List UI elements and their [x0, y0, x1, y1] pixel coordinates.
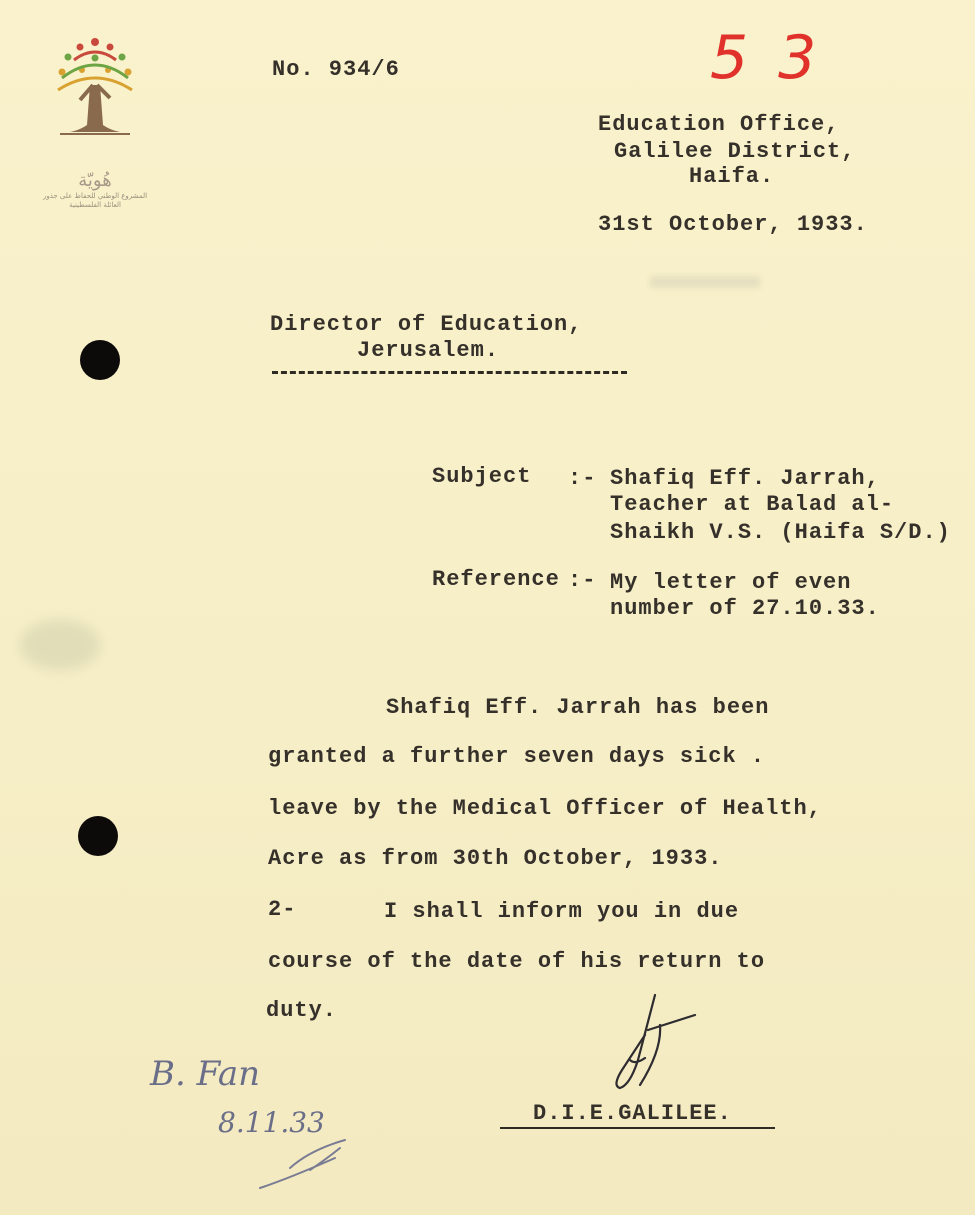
- recipient-line-1: Director of Education,: [270, 312, 583, 337]
- paragraph-2-number: 2-: [268, 897, 297, 922]
- reference-line-2: number of 27.10.33.: [610, 596, 880, 621]
- signature-title: D.I.E.GALILEE.: [533, 1101, 732, 1126]
- handwritten-annotation: [140, 1040, 380, 1200]
- letter-number: No. 934/6: [272, 57, 400, 82]
- page-number: 53: [710, 23, 847, 93]
- subject-line-1: Shafiq Eff. Jarrah,: [610, 466, 880, 491]
- annotation-line-2: 8.11.33: [218, 1106, 325, 1139]
- handwritten-signature: [600, 990, 710, 1100]
- paragraph-2-line-3: duty.: [266, 998, 338, 1023]
- sender-line-2: Galilee District,: [614, 139, 856, 164]
- signature-underline: [500, 1127, 775, 1129]
- sender-line-1: Education Office,: [598, 112, 840, 137]
- paragraph-2-line-1: I shall inform you in due: [384, 899, 740, 924]
- logo-subtitle: المشروع الوطني للحفاظ على جذور العائلة الفلسطينية: [42, 192, 148, 209]
- sender-line-3: Haifa.: [689, 164, 775, 189]
- punch-hole-top: [80, 340, 120, 380]
- page-number-mark: [700, 18, 860, 98]
- recipient-line-2: Jerusalem.: [357, 338, 500, 363]
- reference-separator: :-: [568, 568, 597, 593]
- letter-date: 31st October, 1933.: [598, 212, 868, 237]
- annotation-line-1: B. Fan: [150, 1054, 261, 1094]
- subject-line-3: Shaikh V.S. (Haifa S/D.): [610, 520, 951, 545]
- body-line-4: Acre as from 30th October, 1933.: [268, 846, 723, 871]
- body-line-2: granted a further seven days sick .: [268, 744, 766, 769]
- paper-smudge: [20, 620, 100, 670]
- punch-hole-bottom: [78, 816, 118, 856]
- body-line-1: Shafiq Eff. Jarrah has been: [386, 695, 770, 720]
- logo-caption: [40, 170, 150, 210]
- body-line-3: leave by the Medical Officer of Health,: [268, 796, 822, 821]
- reference-line-1: My letter of even: [610, 570, 852, 595]
- paragraph-2-line-2: course of the date of his return to: [268, 949, 766, 974]
- subject-line-2: Teacher at Balad al-: [610, 492, 895, 517]
- recipient-underline: [272, 371, 627, 374]
- logo-wordmark: هُويّة: [78, 170, 112, 191]
- faint-stamp: [650, 276, 760, 288]
- subject-separator: :-: [568, 466, 597, 491]
- subject-label: Subject: [432, 464, 532, 489]
- reference-label: Reference: [432, 567, 560, 592]
